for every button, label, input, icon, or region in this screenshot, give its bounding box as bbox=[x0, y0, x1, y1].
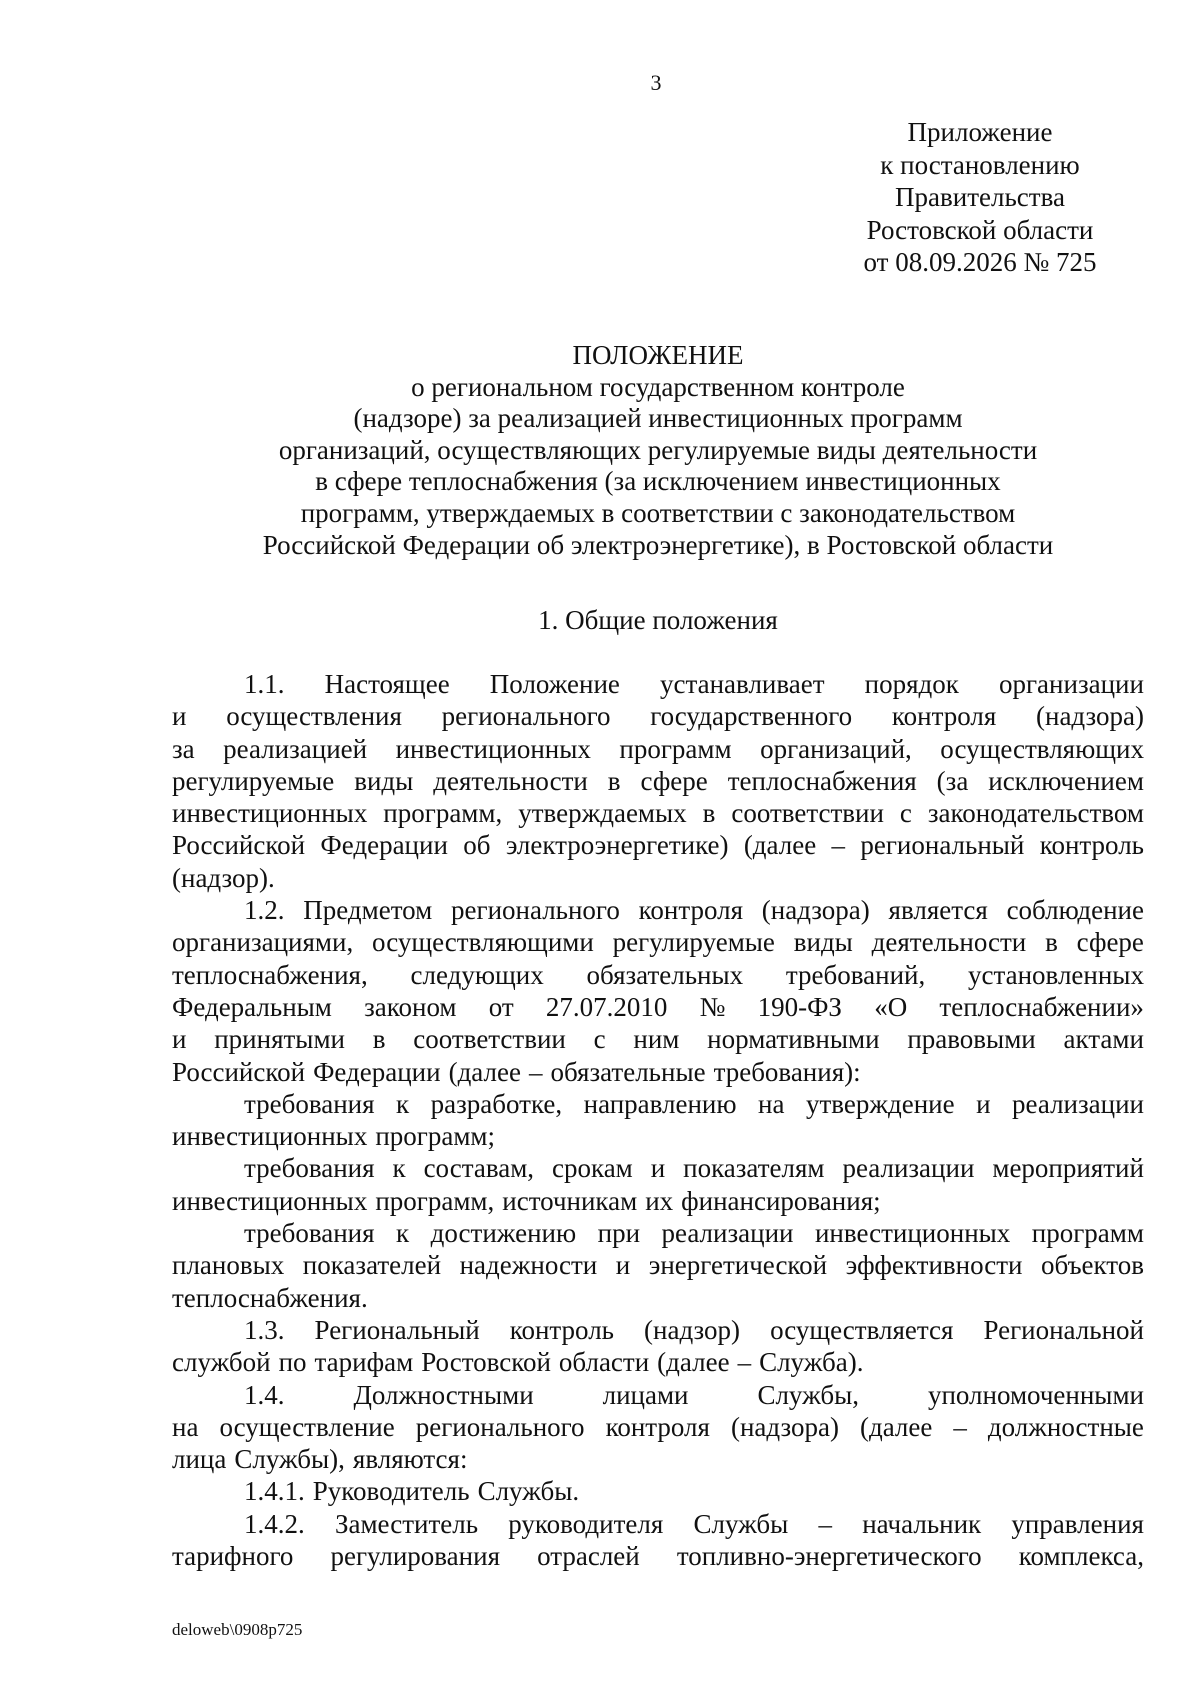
title-line: программ, утверждаемых в соответствии с законодательством bbox=[300, 497, 1016, 528]
body-line: 1.4. Должностными лицами Службы, уполномоченными bbox=[244, 1379, 1144, 1410]
body-line: за реализацией инвестиционных программ организаций, осуществляющих bbox=[172, 733, 1144, 764]
body-line: теплоснабжения, следующих обязательных требований, установленных bbox=[172, 959, 1144, 990]
body-line: и принятыми в соответствии с ним нормативными правовыми актами bbox=[172, 1024, 1144, 1055]
body-line: и осуществления регионального государственного контроля (надзора) bbox=[172, 701, 1144, 732]
body-line: требования к достижению при реализации инвестиционных программ bbox=[244, 1218, 1144, 1249]
body-line: требования к разработке, направлению на утверждение и реализации bbox=[244, 1088, 1144, 1119]
body-line: 1.3. Региональный контроль (надзор) осуществляется Региональной bbox=[244, 1314, 1144, 1345]
body-line: (надзор). bbox=[172, 862, 275, 893]
title-line: Российской Федерации об электроэнергетике), в Ростовской области bbox=[262, 529, 1054, 560]
body-line: службой по тарифам Ростовской области (далее – Служба). bbox=[172, 1347, 864, 1378]
document-title bbox=[172, 340, 1144, 561]
page-number: 3 bbox=[650, 70, 662, 95]
body-line: плановых показателей надежности и энергетической эффективности объектов bbox=[172, 1250, 1144, 1281]
appendix-line: Правительства bbox=[895, 182, 1065, 212]
body-line: Российской Федерации об электроэнергетике) (далее – региональный контроль bbox=[172, 830, 1144, 861]
body-text bbox=[172, 668, 1144, 1572]
body-line: 1.2. Предметом регионального контроля (надзора) является соблюдение bbox=[244, 895, 1144, 926]
body-line: Российской Федерации (далее – обязательные требования): bbox=[172, 1056, 861, 1087]
title-line: организаций, осуществляющих регулируемые виды деятельности bbox=[278, 434, 1038, 465]
title-line: (надзоре) за реализацией инвестиционных программ bbox=[353, 403, 963, 434]
appendix-line: к постановлению bbox=[880, 149, 1080, 180]
body-line: 1.4.1. Руководитель Службы. bbox=[244, 1476, 580, 1507]
body-line: теплоснабжения. bbox=[172, 1282, 368, 1313]
appendix-line: Приложение bbox=[907, 117, 1053, 147]
body-line: регулируемые виды деятельности в сфере теплоснабжения (за исключением bbox=[172, 765, 1144, 796]
body-line: инвестиционных программ, утверждаемых в соответствии с законодательством bbox=[172, 798, 1144, 829]
title-line: о региональном государственном контроле bbox=[411, 371, 905, 402]
body-line: 1.4.2. Заместитель руководителя Службы – начальник управления bbox=[244, 1508, 1144, 1539]
title-heading: ПОЛОЖЕНИЕ bbox=[572, 340, 744, 370]
body-line: лица Службы), являются: bbox=[172, 1444, 468, 1475]
body-line: тарифного регулирования отраслей топливно-энергетического комплекса, bbox=[172, 1541, 1144, 1572]
body-line: Федеральным законом от 27.07.2010 № 190-ФЗ «О теплоснабжении» bbox=[172, 991, 1144, 1022]
body-line: инвестиционных программ, источникам их финансирования; bbox=[172, 1185, 881, 1216]
appendix-line: от 08.09.2026 № 725 bbox=[863, 247, 1097, 277]
body-line: инвестиционных программ; bbox=[172, 1121, 496, 1152]
body-line: требования к составам, срокам и показателям реализации мероприятий bbox=[244, 1153, 1144, 1184]
section-heading: 1. Общие положения bbox=[538, 605, 778, 635]
body-line: на осуществление регионального контроля (надзора) (далее – должностные bbox=[172, 1411, 1144, 1442]
body-line: организациями, осуществляющими регулируемые виды деятельности в сфере bbox=[172, 927, 1144, 958]
appendix-line: Ростовской области bbox=[866, 214, 1094, 245]
body-line: 1.1. Настоящее Положение устанавливает порядок организации bbox=[244, 669, 1144, 699]
footer-file-code: deloweb\0908p725 bbox=[172, 1620, 303, 1639]
title-line: в сфере теплоснабжения (за исключением инвестиционных bbox=[315, 466, 1001, 497]
appendix-block bbox=[830, 116, 1130, 279]
